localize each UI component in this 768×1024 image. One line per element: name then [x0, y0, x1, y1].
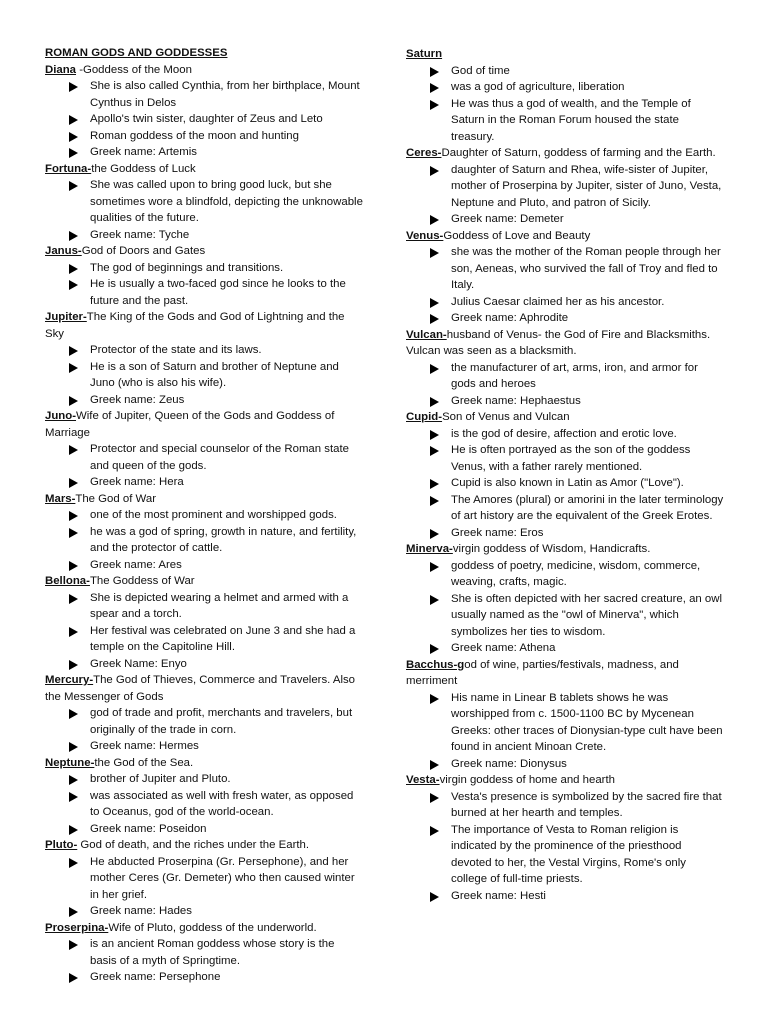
bullet-item: [406, 63, 724, 80]
arrow-bullet-icon: [69, 858, 78, 868]
entry-mercury: [45, 672, 363, 755]
bullet-text: was a god of agriculture, liberation: [451, 81, 625, 93]
arrow-bullet-icon: [430, 595, 439, 605]
bullet-item: [45, 260, 363, 277]
bullet-text: He is often portrayed as the son of the goddess Venus, with a father rarely mentioned.: [451, 444, 691, 473]
bullet-list: [406, 426, 724, 542]
bullet-text: She is often depicted with her sacred creature, an owl usually named as the "owl of Minerva", which symbolizes her ties to wisdom.: [451, 592, 722, 638]
bullet-list: [45, 260, 363, 310]
entry-heading: [406, 145, 724, 162]
entry-heading: [406, 46, 724, 63]
deity-description: The King of the Gods and God of Lightning and the Sky: [45, 311, 345, 340]
bullet-text: god of trade and profit, merchants and travelers, but originally of the trade in corn.: [90, 707, 353, 736]
entry-heading: [45, 837, 363, 854]
arrow-bullet-icon: [69, 115, 78, 125]
arrow-bullet-icon: [430, 446, 439, 456]
bullet-item: [406, 393, 724, 410]
arrow-bullet-icon: [69, 825, 78, 835]
bullet-text: Protector of the state and its laws.: [90, 344, 262, 356]
bullet-text: Greek name: Persephone: [90, 971, 221, 983]
bullet-item: [406, 475, 724, 492]
bullet-list: [45, 441, 363, 491]
bullet-text: one of the most prominent and worshipped gods.: [90, 509, 337, 521]
bullet-text: Greek Name: Enyo: [90, 657, 187, 670]
deity-description: virgin goddess of Wisdom, Handicrafts.: [452, 543, 651, 555]
left-entries: [45, 62, 363, 986]
bullet-item: [406, 79, 724, 96]
deity-name: Saturn: [406, 48, 443, 60]
arrow-bullet-icon: [69, 594, 78, 604]
arrow-bullet-icon: [69, 346, 78, 356]
entry-ceres: [406, 145, 724, 228]
bullet-text: daughter of Saturn and Rhea, wife-sister of Jupiter, mother of Proserpina by Jupiter, sister of Juno, Vesta, Neptune and Pluto, and patron of Sicily.: [451, 163, 722, 209]
bullet-item: [406, 789, 724, 822]
arrow-bullet-icon: [430, 562, 439, 572]
bullet-list: [45, 342, 363, 408]
bullet-item: [406, 558, 724, 591]
deity-name: Mercury-: [45, 674, 94, 686]
bullet-item: [45, 771, 363, 788]
bullet-text: was associated as well with fresh water, as opposed to Oceanus, god of the world-ocean.: [90, 789, 354, 818]
arrow-bullet-icon: [69, 907, 78, 917]
arrow-bullet-icon: [69, 973, 78, 983]
bullet-list: [406, 690, 724, 773]
arrow-bullet-icon: [69, 82, 78, 92]
bullet-text: The god of beginnings and transitions.: [90, 261, 284, 274]
deity-name: Vulcan-: [406, 328, 447, 341]
bullet-text: He is a son of Saturn and brother of Neptune and Juno (who is also his wife).: [90, 360, 339, 389]
bullet-list: [406, 360, 724, 410]
bullet-item: [45, 936, 363, 969]
bullet-text: is the god of desire, affection and erotic love.: [451, 427, 677, 440]
entry-cupid: [406, 409, 724, 541]
deity-name: Proserpina-: [45, 921, 109, 934]
entry-jupiter: [45, 309, 363, 408]
right-entries: [406, 46, 724, 904]
deity-name: Neptune-: [45, 756, 95, 769]
deity-description: The God of War: [75, 492, 156, 505]
bullet-text: Greek name: Tyche: [90, 228, 190, 241]
entry-saturn: [406, 46, 724, 145]
arrow-bullet-icon: [69, 940, 78, 950]
bullet-list: [45, 854, 363, 920]
bullet-item: [45, 557, 363, 574]
deity-description: the God of the Sea.: [94, 756, 194, 769]
arrow-bullet-icon: [430, 67, 439, 77]
deity-description: virgin goddess of home and hearth: [439, 774, 615, 786]
bullet-list: [45, 177, 363, 243]
arrow-bullet-icon: [69, 396, 78, 406]
entry-proserpina: [45, 920, 363, 986]
arrow-bullet-icon: [69, 478, 78, 488]
arrow-bullet-icon: [69, 181, 78, 191]
bullet-item: [406, 294, 724, 311]
deity-description: Daughter of Saturn, goddess of farming and the Earth.: [441, 147, 716, 159]
arrow-bullet-icon: [430, 496, 439, 506]
bullet-text: Greek name: Demeter: [451, 213, 564, 225]
bullet-text: She was called upon to bring good luck, but she sometimes wore a blindfold, depicting the unknowable qualities of the future.: [90, 179, 363, 224]
deity-description: husband of Venus- the God of Fire and Blacksmiths. Vulcan was seen as a blacksmith.: [406, 328, 711, 357]
arrow-bullet-icon: [430, 314, 439, 324]
entry-heading: [406, 409, 724, 426]
arrow-bullet-icon: [430, 83, 439, 93]
bullet-item: [45, 441, 363, 474]
entry-heading: [45, 920, 363, 937]
entry-heading: [45, 755, 363, 772]
right-column: [406, 46, 724, 904]
entry-vulcan: [406, 327, 724, 410]
bullet-list: [406, 789, 724, 905]
bullet-text: goddess of poetry, medicine, wisdom, commerce, weaving, crafts, magic.: [451, 559, 701, 588]
arrow-bullet-icon: [69, 742, 78, 752]
bullet-item: [406, 591, 724, 641]
bullet-list: [406, 244, 724, 327]
arrow-bullet-icon: [69, 561, 78, 571]
arrow-bullet-icon: [69, 363, 78, 373]
bullet-item: [45, 359, 363, 392]
deity-description: the Goddess of Luck: [91, 162, 196, 175]
deity-name: Bellona-: [45, 575, 90, 587]
deity-description: Goddess of Love and Beauty: [443, 229, 591, 242]
bullet-text: Vesta's presence is symbolized by the sacred fire that burned at her hearth and temples.: [451, 790, 722, 819]
deity-name: Pluto-: [45, 839, 78, 851]
bullet-text: Apollo's twin sister, daughter of Zeus and Leto: [90, 113, 323, 125]
arrow-bullet-icon: [430, 100, 439, 110]
deity-name: Janus-: [45, 245, 82, 257]
bullet-text: Protector and special counselor of the Roman state and queen of the gods.: [90, 443, 349, 472]
entry-heading: [45, 62, 363, 79]
arrow-bullet-icon: [430, 479, 439, 489]
bullet-item: [406, 640, 724, 657]
bullet-item: [406, 690, 724, 756]
arrow-bullet-icon: [430, 529, 439, 539]
deity-description: Wife of Pluto, goddess of the underworld.: [108, 921, 317, 934]
arrow-bullet-icon: [69, 264, 78, 274]
entry-heading: [45, 672, 363, 705]
arrow-bullet-icon: [69, 775, 78, 785]
bullet-item: [406, 211, 724, 228]
bullet-item: [45, 738, 363, 755]
deity-name: Minerva-: [406, 543, 453, 555]
bullet-list: [45, 507, 363, 573]
bullet-text: Greek name: Hera: [90, 476, 184, 488]
bullet-text: Greek name: Artemis: [90, 146, 197, 158]
bullet-text: Her festival was celebrated on June 3 and she had a temple on the Capitoline Hill.: [90, 624, 356, 653]
bullet-text: Greek name: Hades: [90, 905, 192, 917]
bullet-text: He is usually a two-faced god since he looks to the future and the past.: [90, 278, 346, 307]
bullet-text: she was the mother of the Roman people through her son, Aeneas, who survived the fall of Troy and fled to Italy.: [451, 246, 721, 291]
arrow-bullet-icon: [69, 528, 78, 538]
arrow-bullet-icon: [69, 280, 78, 290]
bullet-item: [45, 969, 363, 986]
bullet-text: He abducted Proserpina (Gr. Persephone), and her mother Ceres (Gr. Demeter) who then caused winter in her grief.: [90, 855, 355, 901]
deity-name: Venus-: [406, 229, 444, 242]
arrow-bullet-icon: [430, 826, 439, 836]
bullet-item: [45, 128, 363, 145]
arrow-bullet-icon: [430, 298, 439, 308]
entry-neptune: [45, 755, 363, 838]
bullet-item: [406, 426, 724, 443]
entry-minerva: [406, 541, 724, 657]
entry-heading: [406, 541, 724, 558]
arrow-bullet-icon: [69, 627, 78, 637]
deity-description: Son of Venus and Vulcan: [442, 411, 570, 423]
bullet-item: [406, 525, 724, 542]
bullet-item: [45, 524, 363, 557]
arrow-bullet-icon: [69, 445, 78, 455]
entry-heading: [406, 772, 724, 789]
bullet-text: She is depicted wearing a helmet and armed with a spear and a torch.: [90, 591, 349, 620]
bullet-item: [45, 854, 363, 904]
bullet-item: [406, 162, 724, 212]
entry-heading: [406, 228, 724, 245]
bullet-item: [45, 623, 363, 656]
entry-heading: [45, 161, 363, 178]
deity-description: The Goddess of War: [89, 575, 195, 587]
entry-heading: [406, 327, 724, 360]
bullet-text: Julius Caesar claimed her as his ancestor.: [451, 295, 665, 308]
deity-description: God of death, and the riches under the Earth.: [77, 839, 310, 851]
bullet-text: the manufacturer of art, arms, iron, and armor for gods and heroes: [451, 361, 698, 390]
deity-description: od of wine, parties/festivals, madness, and merriment: [406, 658, 679, 687]
entry-bacchus-g: [406, 657, 724, 773]
arrow-bullet-icon: [430, 397, 439, 407]
arrow-bullet-icon: [430, 364, 439, 374]
bullet-list: [45, 936, 363, 986]
bullet-list: [45, 771, 363, 837]
entry-mars: [45, 491, 363, 574]
bullet-text: Greek name: Hesti: [451, 889, 546, 902]
arrow-bullet-icon: [430, 760, 439, 770]
entry-pluto: [45, 837, 363, 920]
arrow-bullet-icon: [69, 709, 78, 719]
deity-name: Mars-: [45, 492, 76, 505]
arrow-bullet-icon: [69, 792, 78, 802]
bullet-item: [45, 474, 363, 491]
bullet-text: Greek name: Hephaestus: [451, 394, 581, 407]
bullet-list: [45, 78, 363, 161]
bullet-item: [45, 111, 363, 128]
deity-name: Bacchus-g: [406, 658, 465, 671]
arrow-bullet-icon: [69, 148, 78, 158]
entry-vesta: [406, 772, 724, 904]
bullet-item: [45, 903, 363, 920]
deity-description: Wife of Jupiter, Queen of the Gods and Goddess of Marriage: [45, 410, 335, 439]
entry-heading: [45, 573, 363, 590]
bullet-item: [45, 342, 363, 359]
entry-juno: [45, 408, 363, 491]
deity-name: Fortuna-: [45, 162, 92, 175]
bullet-text: He was thus a god of wealth, and the Temple of Saturn in the Roman Forum housed the state treasury.: [451, 97, 691, 143]
left-column: [45, 45, 363, 986]
arrow-bullet-icon: [430, 430, 439, 440]
bullet-text: Greek name: Ares: [90, 558, 182, 571]
bullet-item: [45, 705, 363, 738]
arrow-bullet-icon: [430, 166, 439, 176]
bullet-item: [406, 96, 724, 146]
entry-heading: [45, 243, 363, 260]
bullet-item: [406, 888, 724, 905]
deity-name: Juno-: [45, 410, 77, 422]
entry-janus: [45, 243, 363, 309]
deity-description: -Goddess of the Moon: [76, 63, 192, 76]
entry-fortuna: [45, 161, 363, 244]
entry-heading: [45, 491, 363, 508]
deity-name: Cupid-: [406, 411, 443, 423]
bullet-item: [45, 392, 363, 409]
bullet-text: Greek name: Aphrodite: [451, 312, 569, 324]
deity-description: The God of Thieves, Commerce and Travelers. Also the Messenger of Gods: [45, 674, 356, 703]
bullet-text: Cupid is also known in Latin as Amor ("Love").: [451, 477, 684, 489]
bullet-text: Greek name: Athena: [451, 642, 556, 654]
bullet-item: [406, 756, 724, 773]
entry-venus: [406, 228, 724, 327]
bullet-text: brother of Jupiter and Pluto.: [90, 773, 231, 785]
entry-heading: [45, 309, 363, 342]
bullet-text: is an ancient Roman goddess whose story is the basis of a myth of Springtime.: [90, 938, 335, 967]
bullet-item: [45, 177, 363, 227]
bullet-item: [45, 276, 363, 309]
deity-name: Ceres-: [406, 147, 442, 159]
bullet-text: Greek name: Eros: [451, 526, 544, 539]
entry-heading: [45, 408, 363, 441]
arrow-bullet-icon: [69, 660, 78, 670]
arrow-bullet-icon: [430, 892, 439, 902]
bullet-text: Greek name: Zeus: [90, 393, 185, 406]
bullet-item: [406, 492, 724, 525]
arrow-bullet-icon: [430, 694, 439, 704]
bullet-item: [45, 507, 363, 524]
deity-description: God of Doors and Gates: [81, 245, 206, 257]
bullet-item: [45, 227, 363, 244]
bullet-list: [406, 558, 724, 657]
bullet-text: Roman goddess of the moon and hunting: [90, 129, 299, 142]
bullet-list: [406, 63, 724, 146]
bullet-item: [45, 144, 363, 161]
bullet-text: The importance of Vesta to Roman religion is indicated by the prominence of the priesthood devoted to her, the Vestal Virgins, Rome's only college of full-time priests.: [451, 823, 686, 885]
deity-name: Vesta-: [406, 774, 440, 786]
arrow-bullet-icon: [69, 231, 78, 241]
bullet-text: She is also called Cynthia, from her birthplace, Mount Cynthus in Delos: [90, 80, 360, 109]
bullet-item: [406, 822, 724, 888]
bullet-item: [45, 788, 363, 821]
bullet-text: The Amores (plural) or amorini in the later terminology of art history are the equivalent of the Greek Erotes.: [451, 493, 724, 522]
bullet-text: God of time: [451, 64, 510, 77]
arrow-bullet-icon: [430, 644, 439, 654]
entry-heading: [406, 657, 724, 690]
deity-name: Jupiter-: [45, 311, 87, 323]
bullet-text: Greek name: Poseidon: [90, 822, 207, 835]
bullet-text: His name in Linear B tablets shows he was worshipped from c. 1500-1100 BC by Mycenean Greeks: other traces of Dionysian-type cult have been found in ancient Minoan Crete.: [451, 691, 723, 753]
document-title: ROMAN GODS AND GODDESSES: [45, 47, 228, 59]
entry-bellona: [45, 573, 363, 672]
bullet-text: Greek name: Hermes: [90, 740, 199, 752]
bullet-item: [45, 78, 363, 111]
bullet-item: [406, 360, 724, 393]
bullet-item: [45, 656, 363, 673]
arrow-bullet-icon: [430, 248, 439, 258]
bullet-text: he was a god of spring, growth in nature, and fertility, and the protector of cattle.: [90, 525, 357, 554]
bullet-item: [406, 244, 724, 294]
arrow-bullet-icon: [430, 215, 439, 225]
bullet-list: [45, 705, 363, 755]
bullet-item: [406, 442, 724, 475]
deity-name: Diana: [45, 63, 77, 76]
entry-diana: [45, 62, 363, 161]
bullet-list: [45, 590, 363, 673]
arrow-bullet-icon: [430, 793, 439, 803]
bullet-item: [406, 310, 724, 327]
bullet-item: [45, 590, 363, 623]
arrow-bullet-icon: [69, 132, 78, 142]
bullet-text: Greek name: Dionysus: [451, 757, 567, 770]
bullet-list: [406, 162, 724, 228]
arrow-bullet-icon: [69, 511, 78, 521]
bullet-item: [45, 821, 363, 838]
